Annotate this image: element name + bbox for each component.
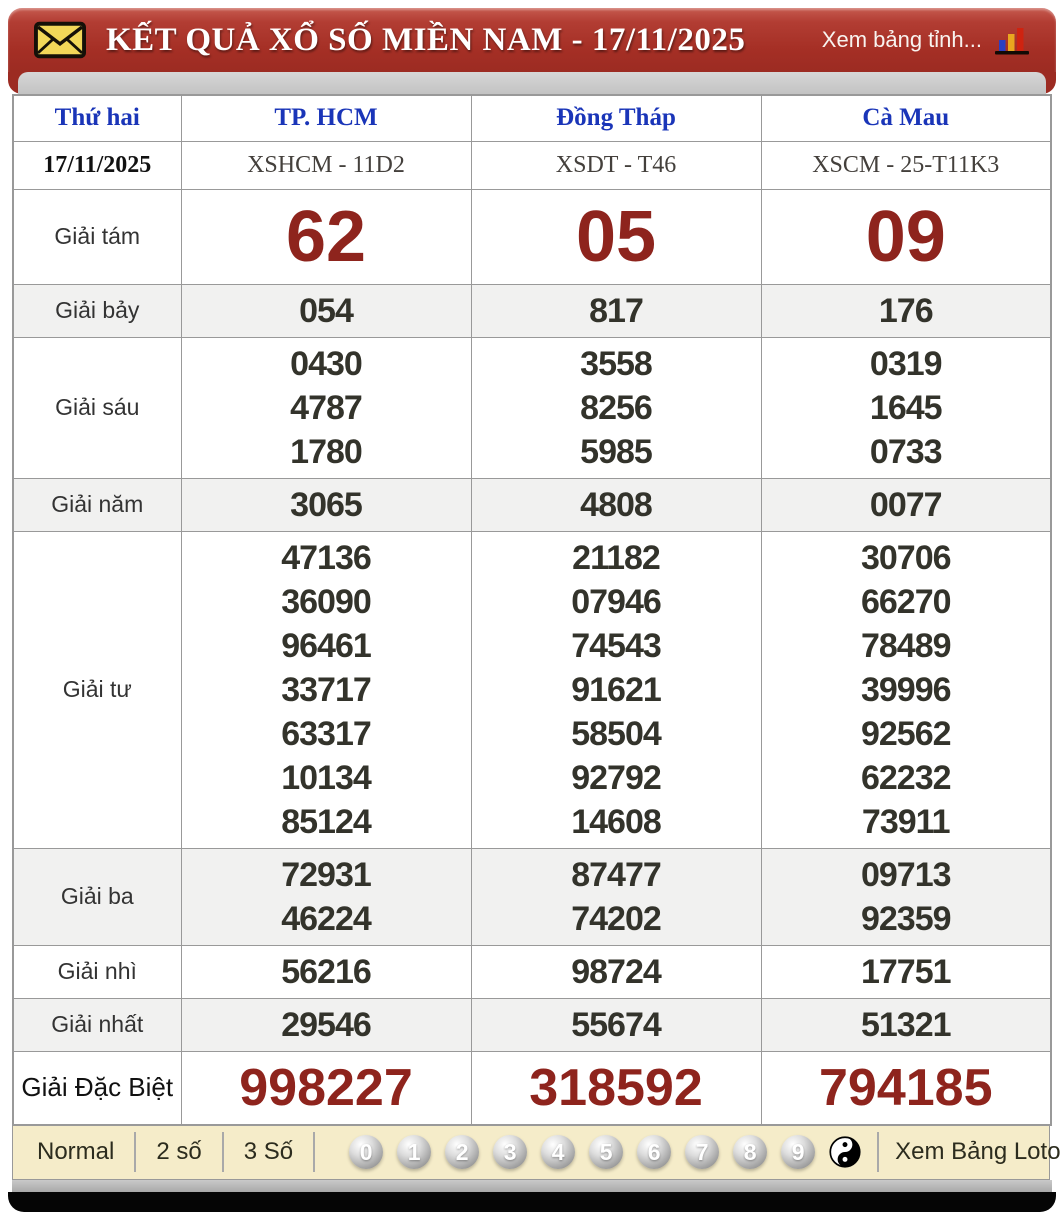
prize-label: Giải nhì <box>13 945 181 998</box>
prize-number: 29546 <box>281 1005 371 1044</box>
prize-row <box>13 478 1051 531</box>
prize-numbers-cell <box>761 1051 1051 1125</box>
prize-number: 33717 <box>281 670 371 709</box>
prize-label: Giải năm <box>13 478 181 531</box>
province-name-camau[interactable]: Cà Mau <box>761 95 1051 141</box>
prize-numbers-cell <box>471 478 761 531</box>
envelope-icon <box>34 21 86 59</box>
prize-numbers-cell <box>761 998 1051 1051</box>
yin-yang-icon[interactable] <box>829 1136 861 1168</box>
prize-number: 78489 <box>860 626 951 665</box>
prize-number: 21182 <box>572 538 660 577</box>
prize-number: 51321 <box>860 1005 951 1044</box>
prize-numbers-cell <box>761 531 1051 848</box>
prize-numbers-cell <box>471 189 761 284</box>
results-table <box>12 94 1052 1126</box>
prize-numbers-cell <box>761 284 1051 337</box>
prize-number: 62232 <box>860 758 951 797</box>
prize-rows <box>13 189 1051 1125</box>
bottom-frame <box>8 1192 1056 1212</box>
prize-number: 998227 <box>239 1058 413 1117</box>
prize-row <box>13 998 1051 1051</box>
prize-number: 05 <box>575 196 657 277</box>
prize-label: Giải Đặc Biệt <box>13 1051 181 1125</box>
prize-row <box>13 945 1051 998</box>
prize-number: 14608 <box>571 802 661 841</box>
digit-ball-8[interactable]: 8 <box>733 1135 767 1169</box>
prize-number: 5985 <box>580 432 652 471</box>
prize-number: 92792 <box>571 758 661 797</box>
prize-number: 17751 <box>860 952 951 991</box>
prize-number: 09 <box>865 196 946 277</box>
prize-number: 66270 <box>860 582 951 621</box>
draw-date: 17/11/2025 <box>13 141 181 189</box>
prize-row <box>13 531 1051 848</box>
mode-normal[interactable]: Normal <box>37 1138 115 1165</box>
prize-number: 91621 <box>571 670 661 709</box>
prize-number: 054 <box>299 291 353 330</box>
prize-number: 4808 <box>580 485 652 524</box>
title-bar-bottom <box>8 72 1056 94</box>
digit-ball-9[interactable]: 9 <box>781 1135 815 1169</box>
prize-number: 3065 <box>290 485 362 524</box>
prize-label: Giải ba <box>13 848 181 945</box>
digit-balls <box>349 1135 815 1169</box>
digit-ball-4[interactable]: 4 <box>541 1135 575 1169</box>
prize-number: 0430 <box>290 344 362 383</box>
prize-numbers-cell <box>761 337 1051 478</box>
prize-number: 72931 <box>281 855 371 894</box>
prize-number: 73911 <box>861 802 950 841</box>
prize-number: 1780 <box>290 432 362 471</box>
prize-number: 87477 <box>571 855 661 894</box>
prize-numbers-cell <box>181 478 471 531</box>
prize-number: 09713 <box>860 855 951 894</box>
prize-number: 817 <box>589 291 643 330</box>
bottom-gray-strip <box>12 1180 1052 1192</box>
prize-numbers-cell <box>181 531 471 848</box>
prize-number: 85124 <box>281 802 371 841</box>
prize-number: 30706 <box>860 538 951 577</box>
prize-number: 96461 <box>281 626 371 665</box>
province-name-tphcm[interactable]: TP. HCM <box>181 95 471 141</box>
prize-numbers-cell <box>471 531 761 848</box>
prize-numbers-cell <box>181 945 471 998</box>
prize-numbers-cell <box>181 848 471 945</box>
prize-numbers-cell <box>761 478 1051 531</box>
prize-row <box>13 848 1051 945</box>
prize-number: 4787 <box>290 388 362 427</box>
prize-number: 62 <box>285 196 367 277</box>
province-table-link[interactable]: Xem bảng tỉnh... <box>821 27 982 52</box>
digit-ball-3[interactable]: 3 <box>493 1135 527 1169</box>
prize-numbers-cell <box>471 998 761 1051</box>
prize-number: 58504 <box>571 714 661 753</box>
digit-ball-2[interactable]: 2 <box>445 1135 479 1169</box>
prize-numbers-cell <box>761 945 1051 998</box>
prize-numbers-cell <box>471 337 761 478</box>
prize-number: 176 <box>878 291 933 330</box>
prize-numbers-cell <box>471 848 761 945</box>
prize-number: 794185 <box>818 1058 993 1117</box>
prize-numbers-cell <box>761 848 1051 945</box>
code-row <box>13 141 1051 189</box>
prize-numbers-cell <box>471 1051 761 1125</box>
prize-number: 0733 <box>869 432 942 471</box>
digit-ball-7[interactable]: 7 <box>685 1135 719 1169</box>
prize-number: 46224 <box>281 899 371 938</box>
prize-row <box>13 284 1051 337</box>
draw-code-tphcm: XSHCM - 11D2 <box>181 141 471 189</box>
prize-label: Giải sáu <box>13 337 181 478</box>
prize-label: Giải bảy <box>13 284 181 337</box>
prize-numbers-cell <box>181 337 471 478</box>
prize-numbers-cell <box>181 1051 471 1125</box>
page-title: KẾT QUẢ XỔ SỐ MIỀN NAM - 17/11/2025 <box>106 21 746 58</box>
prize-number: 55674 <box>571 1005 661 1044</box>
prize-row <box>13 1051 1051 1125</box>
prize-label: Giải tư <box>13 531 181 848</box>
prize-number: 1645 <box>869 388 942 427</box>
prize-label: Giải tám <box>13 189 181 284</box>
prize-number: 07946 <box>571 582 661 621</box>
province-name-dongthap[interactable]: Đồng Tháp <box>471 95 761 141</box>
prize-label: Giải nhất <box>13 998 181 1051</box>
prize-number: 3558 <box>580 344 652 383</box>
digit-ball-0[interactable]: 0 <box>349 1135 383 1169</box>
prize-number: 10134 <box>281 758 371 797</box>
prize-number: 39996 <box>860 670 951 709</box>
gray-band <box>18 72 1046 94</box>
prize-number: 8256 <box>580 388 652 427</box>
prize-number: 318592 <box>529 1058 703 1117</box>
title-bar <box>8 8 1056 72</box>
weekday-row <box>13 95 1051 141</box>
prize-number: 74543 <box>571 626 661 665</box>
prize-number: 92359 <box>860 899 951 938</box>
prize-number: 56216 <box>281 952 371 991</box>
draw-code-dongthap: XSDT - T46 <box>471 141 761 189</box>
loto-bar <box>12 1126 1061 1180</box>
prize-number: 0319 <box>869 344 942 383</box>
weekday-cell[interactable]: Thứ hai <box>13 95 181 141</box>
bar-chart-icon[interactable] <box>994 25 1030 55</box>
prize-numbers-cell <box>181 998 471 1051</box>
prize-numbers-cell <box>181 284 471 337</box>
prize-numbers-cell <box>761 189 1051 284</box>
prize-number: 36090 <box>281 582 371 621</box>
digit-ball-6[interactable]: 6 <box>637 1135 671 1169</box>
mode-3-digits[interactable]: 3 Số <box>243 1138 294 1165</box>
mode-2-digits[interactable]: 2 số <box>156 1138 202 1165</box>
prize-numbers-cell <box>181 189 471 284</box>
digit-ball-1[interactable]: 1 <box>397 1135 431 1169</box>
prize-numbers-cell <box>471 284 761 337</box>
prize-number: 63317 <box>281 714 371 753</box>
loto-table-link[interactable]: Xem Bảng Loto <box>895 1138 1061 1165</box>
digit-ball-5[interactable]: 5 <box>589 1135 623 1169</box>
prize-number: 74202 <box>571 899 661 938</box>
prize-number: 92562 <box>860 714 951 753</box>
prize-row <box>13 337 1051 478</box>
prize-number: 47136 <box>281 538 371 577</box>
prize-numbers-cell <box>471 945 761 998</box>
prize-row <box>13 189 1051 284</box>
prize-number: 98724 <box>571 952 661 991</box>
prize-number: 0077 <box>869 485 942 524</box>
divider <box>313 1132 315 1172</box>
draw-code-camau: XSCM - 25-T11K3 <box>761 141 1051 189</box>
